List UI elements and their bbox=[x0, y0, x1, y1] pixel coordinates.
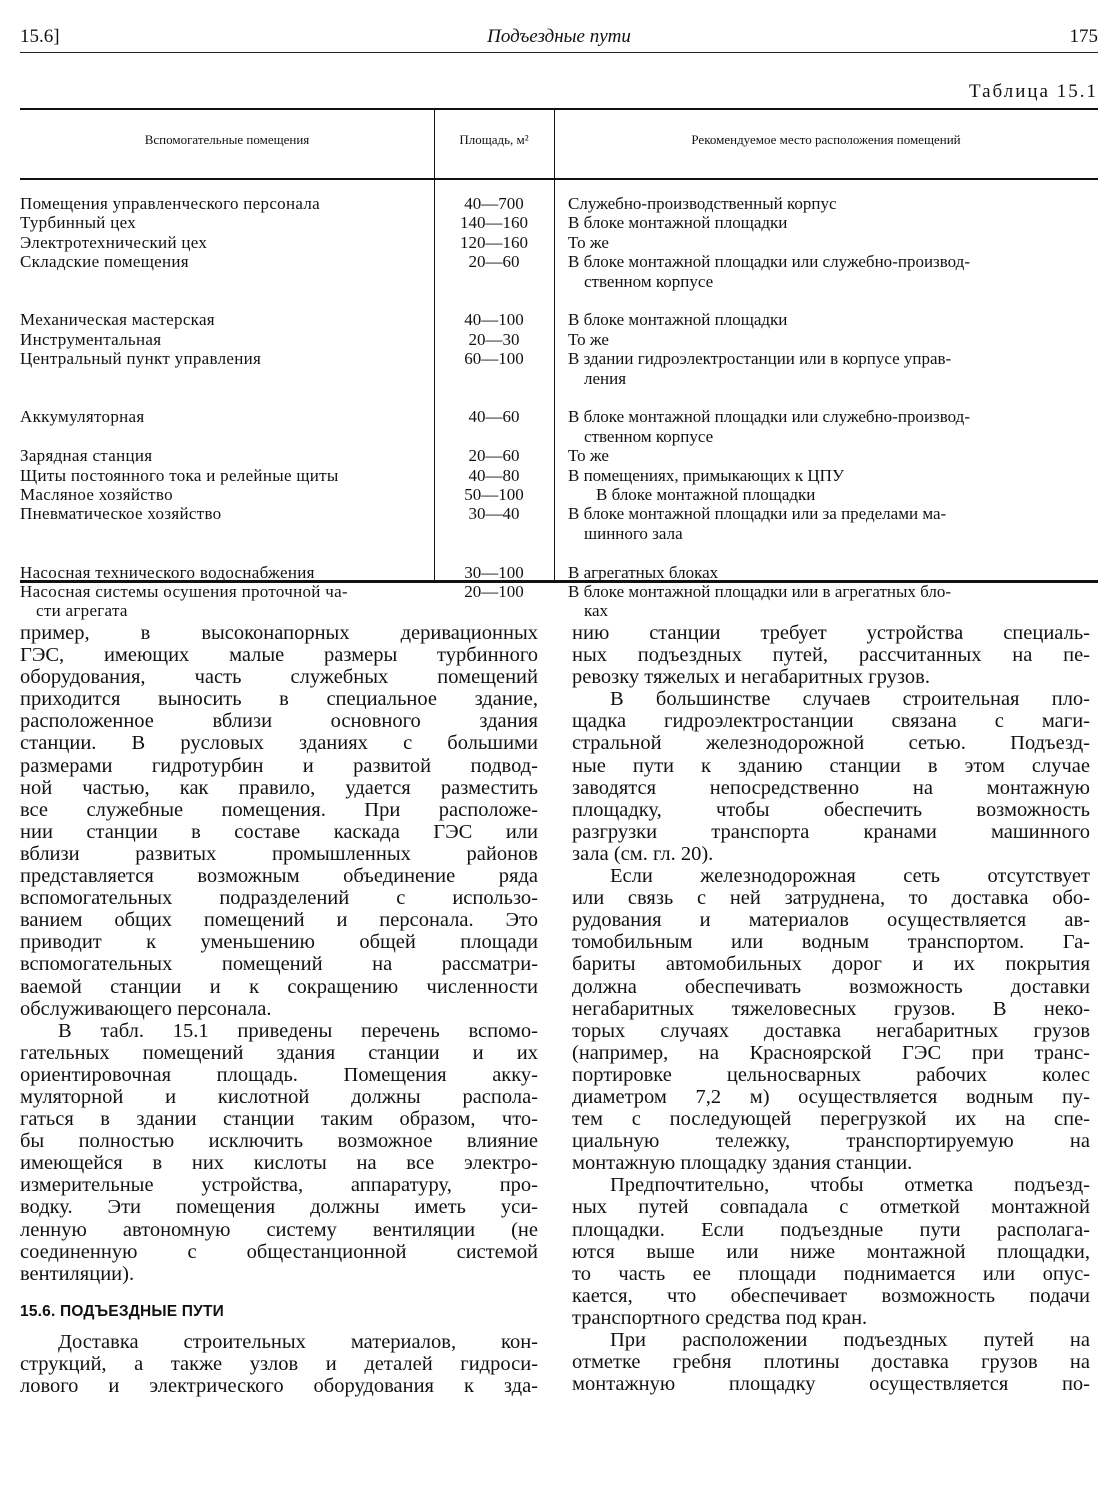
room-area: 20—60 bbox=[468, 446, 520, 466]
room-name: Насосная технического водоснабжения bbox=[20, 562, 315, 582]
room-name: Электротехнический цех bbox=[20, 232, 208, 252]
table-row bbox=[20, 407, 1098, 446]
room-location: То же bbox=[568, 446, 609, 466]
room-name: Пневматическое хозяйство bbox=[20, 504, 222, 524]
room-name: Турбинный цех bbox=[20, 213, 137, 233]
room-location: То же bbox=[568, 329, 609, 349]
table-row bbox=[20, 213, 1098, 232]
room-name: Насосная системы осушения проточной ча- сти агрегата bbox=[20, 582, 348, 621]
left-column bbox=[20, 622, 538, 1397]
room-location: В здании гидроэлектростанции или в корпусе управ- ления bbox=[568, 349, 952, 388]
room-location: В блоке монтажной площадки bbox=[568, 310, 788, 330]
room-area: 20—100 bbox=[464, 582, 524, 602]
right-column bbox=[572, 622, 1090, 1397]
room-name: Центральный пункт управления bbox=[20, 349, 262, 369]
table-row bbox=[20, 310, 1098, 329]
header-location: Рекомендуемое место расположения помещений bbox=[691, 132, 961, 147]
table-row bbox=[20, 330, 1098, 349]
room-area: 40—60 bbox=[468, 407, 520, 427]
room-location: То же bbox=[568, 232, 609, 252]
table-row bbox=[20, 563, 1098, 582]
room-name: Аккумуляторная bbox=[20, 407, 145, 427]
room-area: 20—60 bbox=[468, 252, 520, 272]
paragraph: нию станции требует устройства специаль- ных подъездных путей, рассчитанных на пе- ревозку тяжелых и негабаритных грузов. bbox=[572, 622, 1090, 689]
rooms-table bbox=[20, 108, 1098, 621]
room-area: 120—160 bbox=[460, 232, 528, 252]
table-row bbox=[20, 582, 1098, 621]
room-location: В блоке монтажной площадки bbox=[596, 485, 816, 505]
table-body bbox=[20, 194, 1098, 621]
table-row bbox=[20, 504, 1098, 543]
table-row bbox=[20, 466, 1098, 485]
paragraph: пример, в высоконапорных деривационных ГЭС, имеющих малые размеры турбинного оборудования, часть служебных помещений приходится выносить в специальное здание, расположенное вблизи основного здания станции. В русловых зданиях с большими размерами гидротурбин и развитой подвод- ной частью, как правило, удается разместить все служебные помещения. При расположе- нии станции в составе каскада ГЭС или вблизи развитых промышленных районов представляется возможным объединение ряда вспомогательных подразделений с использо- ванием общих помещений и персонала. Это приводит к уменьшению общей площади вспомогательных помещений на рассматри- ваемой станции и к сокращению численности обслуживающего персонала. bbox=[20, 622, 538, 1020]
room-name: Щиты постоянного тока и релейные щиты bbox=[20, 465, 339, 485]
table-row bbox=[20, 349, 1098, 388]
room-location: В блоке монтажной площадки или в агрегатных бло- ках bbox=[568, 582, 952, 621]
room-area: 30—100 bbox=[464, 562, 524, 582]
room-area: 50—100 bbox=[464, 485, 524, 505]
paragraph: В табл. 15.1 приведены перечень вспомо- гательных помещений здания станции и их ориентировочная площадь. Помещения акку- муляторной и кислотной должны распола- гаться в здании станции таким образом, что- бы полностью исключить возможное влияние имеющейся в них кислоты на все электро- измерительные устройства, аппаратуру, про- водку. Эти помещения должны иметь уси- ленную автономную систему вентиляции (не соединенную с общестанционной системой вентиляции). bbox=[20, 1019, 538, 1285]
room-area: 40—700 bbox=[464, 194, 524, 213]
table-row bbox=[20, 485, 1098, 504]
room-location: В помещениях, примыкающих к ЦПУ bbox=[568, 465, 844, 485]
paragraph: Предпочтительно, чтобы отметка подъезд- ных путей совпадала с отметкой монтажной площадки. Если подъездные пути располага- ются выше или ниже монтажной площадки, то часть ее площади поднимается или опус- кается, что обеспечивает возможность подачи транспортного средства под кран. bbox=[572, 1174, 1090, 1329]
running-title: Подъездные пути bbox=[487, 26, 631, 47]
table-row bbox=[20, 446, 1098, 465]
room-location: Служебно-производственный корпус bbox=[568, 194, 837, 213]
room-area: 140—160 bbox=[460, 213, 528, 233]
room-area: 30—40 bbox=[468, 504, 520, 524]
section-number: 15.6] bbox=[20, 26, 60, 47]
room-area: 40—100 bbox=[464, 310, 524, 330]
room-name: Помещения управленческого персонала bbox=[20, 194, 320, 213]
room-area: 60—100 bbox=[464, 349, 524, 369]
paragraph: Если железнодорожная сеть отсутствует или связь с ней затруднена, то доставка обо- рудования и материалов осуществляется ав- томобильным или водным транспортом. Га- бариты автомобильных дорог и их покрытия должна обеспечивать возможность доставки негабаритных тяжеловесных грузов. В неко- торых случаях доставка негабаритных грузов (например, на Красноярской ГЭС при транс- портировке цельносварных рабочих колес диаметром 7,2 м) осуществляется водным пу- тем с последующей перегрузкой их на спе- циальную тележку, транспортируемую на монтажную площадку здания станции. bbox=[572, 865, 1090, 1175]
room-location: В агрегатных блоках bbox=[568, 562, 719, 582]
running-head bbox=[20, 18, 1098, 53]
body-text bbox=[20, 622, 1090, 1397]
paragraph: При расположении подъездных путей на отметке гребня плотины доставка грузов на монтажную площадку осуществляется по- bbox=[572, 1329, 1090, 1396]
room-area: 40—80 bbox=[468, 465, 520, 485]
room-area: 20—30 bbox=[468, 329, 520, 349]
room-name: Механическая мастерская bbox=[20, 310, 215, 330]
room-location: В блоке монтажной площадки или служебно-производ- ственном корпусе bbox=[568, 252, 970, 291]
table-header-rule bbox=[20, 178, 1098, 180]
room-location: В блоке монтажной площадки bbox=[568, 213, 788, 233]
room-name: Инструментальная bbox=[20, 329, 162, 349]
table-top-rule bbox=[20, 108, 1098, 110]
table-row bbox=[20, 233, 1098, 252]
room-location: В блоке монтажной площадки или служебно-производ- ственном корпусе bbox=[568, 407, 970, 446]
page-number: 175 bbox=[1069, 26, 1098, 47]
header-rooms: Вспомогательные помещения bbox=[144, 132, 310, 147]
table-row bbox=[20, 194, 1098, 213]
table-row bbox=[20, 252, 1098, 291]
paragraph: Доставка строительных материалов, кон- струкций, а также узлов и деталей гидроси- лового и электрического оборудования к зда- bbox=[20, 1330, 538, 1398]
header-area: Площадь, м² bbox=[459, 132, 529, 147]
section-heading: 15.6. ПОДЪЕЗДНЫЕ ПУТИ bbox=[20, 1302, 224, 1320]
room-name: Зарядная станция bbox=[20, 446, 153, 466]
table-caption: Таблица 15.1 bbox=[968, 81, 1098, 102]
room-location: В блоке монтажной площадки или за пределами ма- шинного зала bbox=[568, 504, 947, 543]
paragraph: В большинстве случаев строительная пло- щадка гидроэлектростанции связана с маги- стральной железнодорожной сетью. Подъезд- ные пути к зданию станции в этом случае заводятся непосредственно на монтажную площадку, чтобы обеспечить возможность разгрузки транспорта кранами машинного зала (см. гл. 20). bbox=[572, 688, 1090, 865]
room-name: Масляное хозяйство bbox=[20, 485, 173, 505]
room-name: Складские помещения bbox=[20, 252, 189, 272]
